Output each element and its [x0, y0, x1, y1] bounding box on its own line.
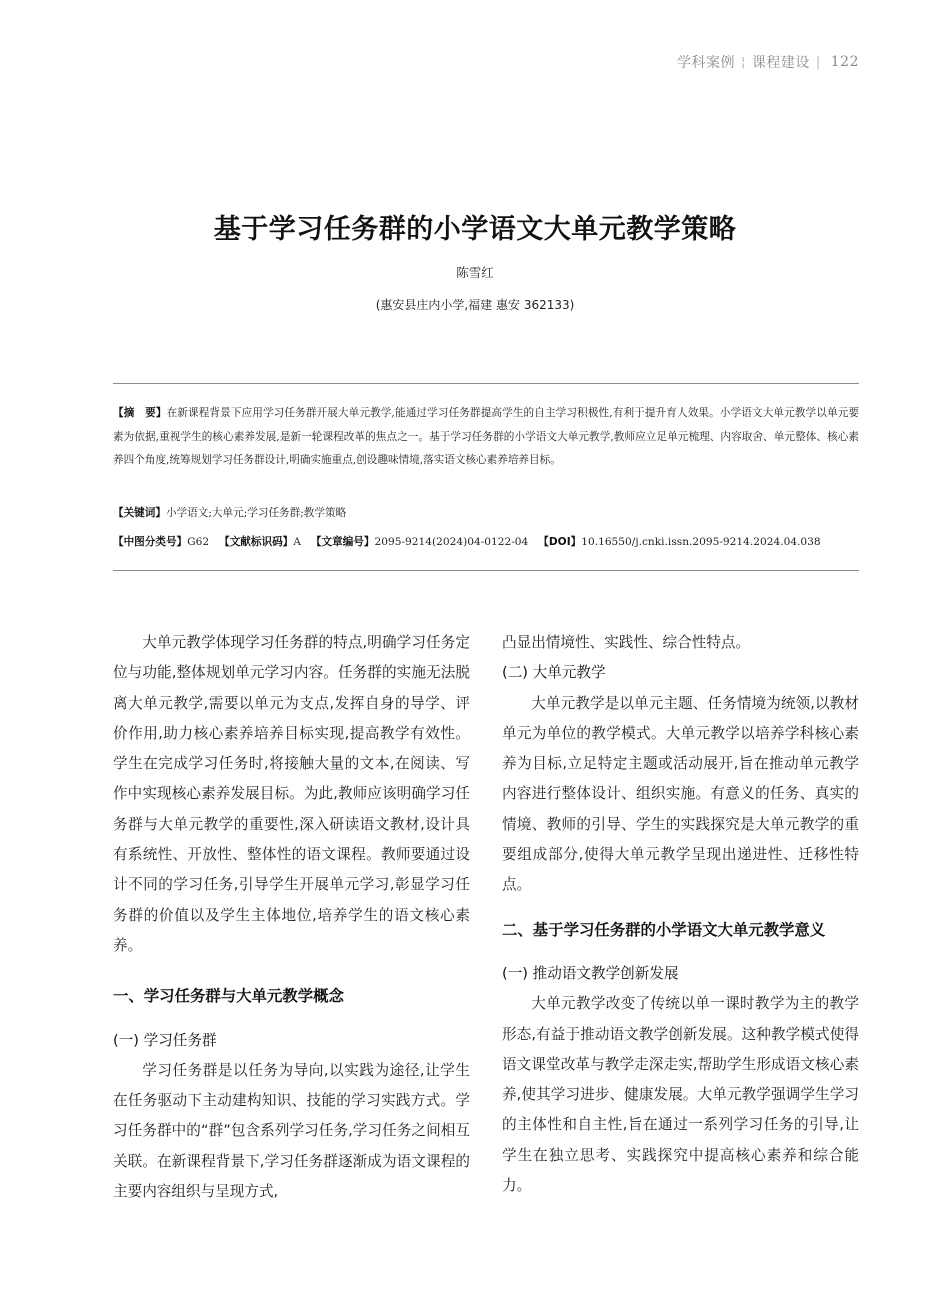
clc-value: G62	[187, 536, 210, 548]
section-1-sub-1-heading: (一) 学习任务群	[113, 1031, 217, 1049]
article-number-value: 2095-9214(2024)04-0122-04	[374, 536, 529, 548]
section-2-heading: 二、基于学习任务群的小学语文大单元教学意义	[502, 920, 826, 939]
author-name: 陈雪红	[456, 265, 494, 280]
running-header	[677, 52, 859, 72]
abstract-text: 在新课程背景下应用学习任务群开展大单元教学,能通过学习任务群提高学生的自主学习积极性,有利于提升育人效果。小学语文大单元教学以单元要素为依据,重视学生的核心素养发展,是新一轮课程改革的焦点之一。基于学习任务群的小学语文大单元教学,教师应立足单元梳理、内容取舍、单元整体、核心素养四个角度,统筹规划学习任务群设计,明确实施重点,创设趣味情境,落实语文核心素养培养目标。	[113, 407, 859, 467]
header-separator: ¦	[740, 54, 746, 70]
section-1-heading: 一、学习任务群与大单元教学概念	[113, 987, 344, 1006]
header-separator-2: |	[815, 54, 821, 70]
author-affiliation: (惠安县庄内小学,福建 惠安 362133)	[375, 298, 575, 312]
section-1-sub-1-continuation: 凸显出情境性、实践性、综合性特点。	[502, 634, 751, 651]
section-2-sub-1-paragraph: 大单元教学改变了传统以单一课时教学为主的教学形态,有益于推动语文教学创新发展。这种教学模式使得语文课堂改革与教学走深走实,帮助学生形成语文核心素养,使其学习进步、健康发展。大单元教学强调学生学习的主体性和自主性,旨在通过一系列学习任务的引导,让学生在独立思考、实践探究中提高核心素养和综合能力。	[502, 995, 859, 1195]
article-number-label: 【文章编号】	[310, 536, 375, 548]
section-1-sub-2-heading: (二) 大单元教学	[502, 664, 606, 682]
classification-line	[113, 534, 859, 549]
header-section: 课程建设	[751, 55, 810, 71]
right-column	[502, 628, 859, 1201]
header-category: 学科案例	[676, 55, 735, 71]
doi-value: 10.16550/j.cnki.issn.2095-9214.2024.04.038	[581, 536, 821, 548]
keywords-label: 【关键词】	[113, 507, 166, 519]
page-number: 122	[830, 54, 859, 70]
section-2-sub-1-heading: (一) 推动语文教学创新发展	[502, 964, 679, 982]
doi-label: 【DOI】	[538, 536, 582, 548]
bottom-divider	[113, 570, 859, 571]
paper-title: 基于学习任务群的小学语文大单元教学策略	[213, 214, 737, 245]
intro-paragraph: 大单元教学体现学习任务群的特点,明确学习任务定位与功能,整体规划单元学习内容。任务群的实施无法脱离大单元教学,需要以单元为支点,发挥自身的导学、评价作用,助力核心素养培养目标实现,提高教学有效性。学生在完成学习任务时,将接触大量的文本,在阅读、写作中实现核心素养发展目标。为此,教师应该明确学习任务群与大单元教学的重要性,深入研读语文教材,设计具有系统性、开放性、整体性的语文课程。教师要通过设计不同的学习任务,引导学生开展单元学习,彰显学习任务群的价值以及学生主体地位,培养学生的语文核心素养。	[113, 634, 470, 954]
left-column	[113, 628, 470, 1207]
doc-code-value: A	[293, 536, 301, 548]
abstract-label: 【摘 要】	[113, 407, 167, 419]
section-1-sub-1-paragraph: 学习任务群是以任务为导向,以实践为途径,让学生在任务驱动下主动建构知识、技能的学习实践方式。学习任务群中的“群”包含系列学习任务,学习任务之间相互关联。在新课程背景下,学习任务群逐渐成为语文课程的主要内容组织与呈现方式,	[113, 1061, 470, 1201]
abstract	[113, 402, 859, 473]
doc-code-label: 【文献标识码】	[219, 536, 294, 548]
top-divider	[113, 383, 859, 384]
keywords-line	[113, 505, 859, 520]
clc-label: 【中图分类号】	[113, 536, 188, 548]
section-1-sub-2-paragraph: 大单元教学是以单元主题、任务情境为统领,以教材单元为单位的教学模式。大单元教学以培养学科核心素养为目标,立足特定主题或活动展开,旨在推动单元教学内容进行整体设计、组织实施。有意义的任务、真实的情境、教师的引导、学生的实践探究是大单元教学的重要组成部分,使得大单元教学呈现出递进性、迁移性特点。	[502, 694, 859, 894]
keywords-text: 小学语文;大单元;学习任务群;教学策略	[165, 507, 347, 519]
